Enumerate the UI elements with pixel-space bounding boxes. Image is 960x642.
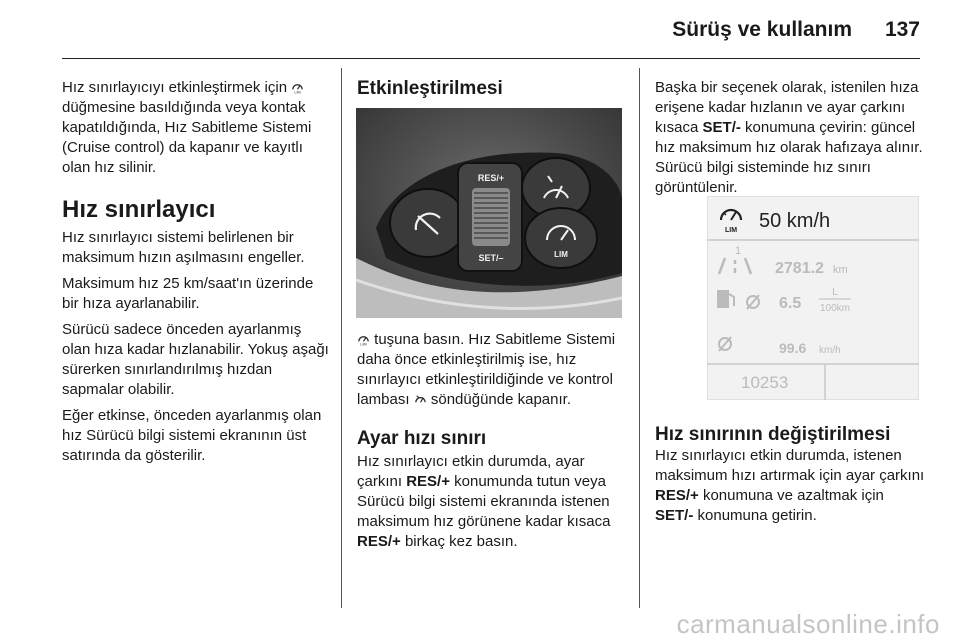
column-3-text [655,424,925,526]
paragraph: Başka bir seçenek olarak, istenilen hıza erişene kadar hızlanın ve ayar çarkını kısaca SET/- konumuna çevirin: güncel hız maksimum hız olarak hafızaya alınır. Sürücü bilgi sisteminde hız sınırı görüntülenir. [655,79,923,196]
odometer: 10253 [741,373,789,392]
watermark: carmanualsonline.info [676,609,940,639]
cancel-button-graphic [390,189,466,257]
trip-distance: 2781.2 [775,260,824,277]
column-3 [655,78,923,198]
speed-limiter-icon [357,333,370,346]
driver-info-display [707,196,919,400]
cruise-control-lamp-icon [414,393,427,406]
header-rule [62,58,920,59]
steering-wheel-buttons-photo [356,108,622,318]
paragraph: Eğer etkinse, önceden ayarlanmış olan hız Sürücü bilgi sistemi ekranının üst satırında da gösterilir. [62,407,322,464]
fuel-unit-top: L [832,287,838,298]
column-1 [62,78,330,466]
paragraph: Hız sınırlayıcı etkin durumda, ayar çarkını RES/+ konumunda tutun veya Sürücü bilgi sistemi ekranında istenen maksimum hız görünene kadar kısaca RES/+ birkaç kez basın. [357,453,611,550]
average-speed-unit: km/h [819,345,841,356]
paragraph: Sürücü sadece önceden ayarlanmış olan hıza kadar hızlanabilir. Yokuş aşağı sürerken sınırlandırılmış hızdan sapmalar olabilir. [62,321,329,398]
set-term: SET/- [655,507,694,524]
lim-label: LIM [554,250,568,259]
page-number: 137 [884,18,920,41]
fuel-unit-bottom: 100km [819,303,851,314]
thumbwheel-graphic [458,163,522,271]
trip-number: 1 [735,245,742,257]
limiter-button-graphic [525,208,597,268]
svg-text:LIM: LIM [294,90,301,94]
set-term: SET/- [702,119,741,136]
subsection-heading: Ayar hızı sınırı [357,428,487,449]
fuel-consumption: 6.5 [779,295,802,312]
distance-unit: km [833,264,848,276]
paragraph: Hız sınırlayıcı sistemi belirlenen bir maksimum hızın aşılmasını engeller. [62,229,305,266]
page-section-title: Sürüş ve kullanım [672,18,852,41]
res-term: RES/+ [357,533,401,550]
column-divider-2 [639,68,640,608]
column-2 [357,78,625,102]
paragraph: LIM tuşuna basın. Hız Sabitleme Sistemi daha önce etkinleştirilmiş ise, hız sınırlayıcı etkinleştirildiğinde ve kontrol lambası söndüğünde kapanır. [357,331,616,408]
subsection-heading: Etkinleştirilmesi [357,78,503,99]
paragraph: Hız sınırlayıcı etkin durumda, istenen maksimum hızı artırmak için ayar çarkını RES/+ konumuna ve azaltmak için SET/- konumuna getirin. [655,447,925,524]
speed-limiter-icon [291,81,304,94]
res-term: RES/+ [655,487,699,504]
svg-text:LIM: LIM [360,342,367,346]
res-label: RES/+ [477,173,505,183]
display-lim-label: LIM [724,227,738,234]
display-speed-limit: 50 km/h [759,210,831,232]
column-2-text [357,330,629,552]
set-label: SET/– [478,253,504,263]
average-speed: 99.6 [779,340,807,356]
res-term: RES/+ [406,473,450,490]
intro-paragraph: Hız sınırlayıcıyı etkinleştirmek için LIM düğmesine basıldığında veya kontak kapatıldığında, Hız Sabitleme Sistemi (Cruise control) da kapanır ve kayıtlı olan hız silinir. [62,79,312,176]
section-heading: Hız sınırlayıcı [62,196,216,223]
column-divider-1 [341,68,342,608]
paragraph: Maksimum hız 25 km/saat'ın üzerinde bir hıza ayarlanabilir. [62,275,314,312]
page-header [0,0,960,62]
subsection-heading: Hız sınırının değiştirilmesi [655,424,891,445]
